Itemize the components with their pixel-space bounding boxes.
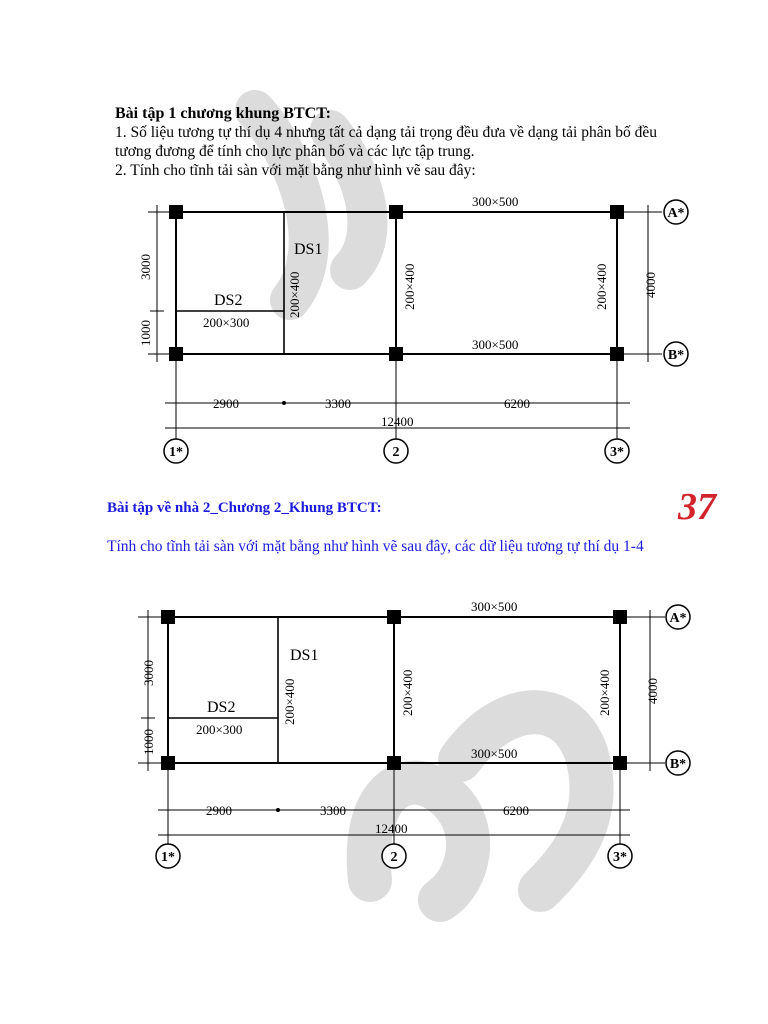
axis-2-label-2: 2 (390, 850, 398, 865)
beam-bottom-label-2: 300×500 (471, 746, 518, 761)
dim-1000: 1000 (138, 320, 153, 346)
beam-top-label: 300×500 (472, 194, 519, 209)
dim-2900: 2900 (213, 396, 239, 411)
axis-3-label: 3* (610, 445, 624, 460)
dim-4000-2: 4000 (645, 678, 660, 704)
axis-1-label-2: 1* (161, 850, 175, 865)
homework-description: Tính cho tĩnh tải sàn với mặt bằng như hình vẽ sau đây, các dữ liệu tương tự thí dụ 1-4 (107, 538, 644, 555)
exercise-1-line-2: tương đương để tính cho lực phân bố và các lực tập trung. (115, 143, 475, 160)
dim-1000-2: 1000 (141, 729, 156, 755)
dim-3000-2: 3000 (141, 660, 156, 686)
dim-4000: 4000 (643, 272, 658, 298)
exercise-1-line-1: 1. Số liệu tương tự thí dụ 4 nhưng tất cả dạng tải trọng đều đưa về dạng tải phân bố đều (115, 124, 658, 141)
ds1-label: DS1 (294, 241, 323, 258)
axis-3-label-2: 3* (613, 850, 627, 865)
dim-6200-2: 6200 (503, 803, 529, 818)
beam-top-label-2: 300×500 (471, 599, 518, 614)
dim-12400-2: 12400 (375, 821, 408, 836)
axis-2-label: 2 (392, 445, 400, 460)
dim-2900-2: 2900 (206, 803, 232, 818)
beam-bottom-label: 300×500 (472, 337, 519, 352)
ds2-beam-label: 200×300 (203, 315, 250, 330)
ds2-label: DS2 (214, 292, 243, 309)
beam-label-axis-3-2: 200×400 (597, 669, 612, 716)
ds2-label-2: DS2 (207, 699, 236, 716)
dim-12400: 12400 (381, 414, 414, 429)
dim-3300: 3300 (325, 396, 351, 411)
axis-b-label-2: B* (669, 757, 687, 772)
beam-label-axis-2-2: 200×400 (400, 669, 415, 716)
axis-a-label: A* (667, 206, 685, 221)
ds1-label-2: DS1 (290, 647, 319, 664)
axis-1-label: 1* (169, 445, 183, 460)
exercise-1-line-3: 2. Tính cho tĩnh tải sàn với mặt bằng như hình vẽ sau đây: (115, 162, 476, 179)
dim-6200: 6200 (504, 396, 530, 411)
dim-3300-2: 3300 (320, 803, 346, 818)
axis-a-label-2: A* (669, 611, 687, 626)
beam-label-axis-3: 200×400 (594, 263, 609, 310)
beam-label-axis-2: 200×400 (402, 263, 417, 310)
homework-title: Bài tập về nhà 2_Chương 2_Khung BTCT: (107, 500, 382, 516)
beam-label-ds1: 200×400 (287, 271, 302, 318)
axis-b-label: B* (667, 348, 685, 363)
exercise-1-title: Bài tập 1 chương khung BTCT: (115, 105, 332, 122)
page-number: 37 (678, 486, 716, 528)
ds2-beam-label-2: 200×300 (196, 722, 243, 737)
beam-label-ds1-2: 200×400 (282, 678, 297, 725)
dim-3000: 3000 (138, 254, 153, 280)
